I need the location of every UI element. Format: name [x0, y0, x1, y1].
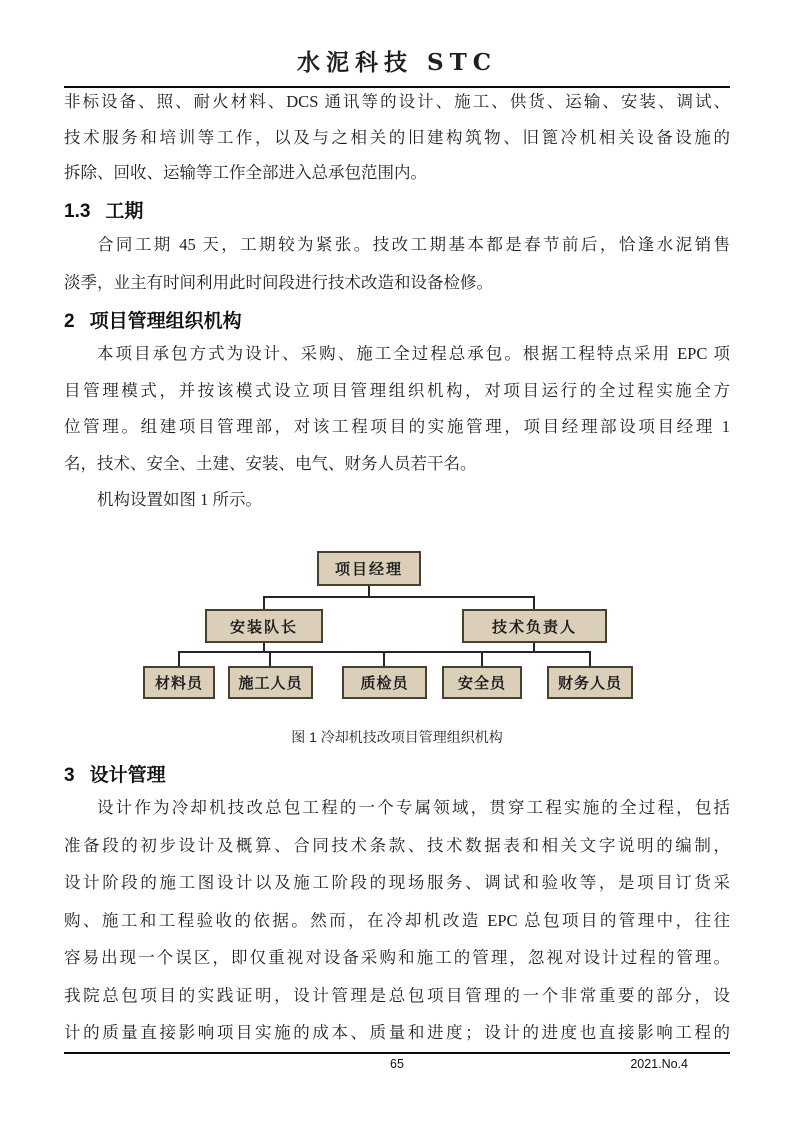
org-node-construction-staff: 施工人员 [228, 666, 313, 699]
paragraph-line: 技术服务和培训等工作，以及与之相关的旧建构筑物、旧篦冷机相关设备设施的 [64, 127, 730, 147]
org-node-quality-inspector: 质检员 [342, 666, 427, 699]
section-heading-3 [64, 760, 730, 792]
paragraph-line: 设计作为冷却机技改总包工程的一个专属领域，贯穿工程实施的全过程，包括 [97, 798, 730, 817]
intro-paragraph [64, 84, 730, 191]
connector-level2-drop-right [533, 596, 535, 609]
journal-title: 水泥科技 STC [296, 49, 498, 76]
paragraph-line: 本项目承包方式为设计、采购、施工全过程总承包。根据工程特点采用 EPC 项 [97, 344, 730, 363]
section-heading-2 [64, 306, 730, 338]
org-chart [64, 548, 730, 706]
connector-level3-feed-right [533, 643, 535, 651]
figure-caption: 图 1 冷却机技改项目管理组织机构 [291, 729, 503, 745]
paragraph-line: 购、施工和工程验收的依据。然而，在冷却机改造 EPC 总包项目的管理中，往往 [64, 910, 730, 930]
paragraph-line: 名，技术、安全、土建、安装、电气、财务人员若干名。 [64, 453, 477, 473]
paragraph-line: 位管理。组建项目管理部，对该工程项目的实施管理，项目经理部设项目经理 1 [64, 417, 730, 436]
section-3-paragraph [64, 789, 730, 1052]
connector-level2-drop-left [263, 596, 265, 609]
section-number: 3 [64, 765, 75, 786]
section-2-paragraph [64, 336, 730, 519]
footer-rule [64, 1052, 730, 1054]
org-node-installation-leader: 安装队长 [205, 609, 323, 643]
connector-level3-feed-left [263, 643, 265, 651]
section-number: 2 [64, 311, 75, 332]
connector-drop-safety [481, 651, 483, 666]
paragraph-line: 容易出现一个误区，即仅重视对设备采购和施工的管理，忽视对设计过程的管理。 [64, 948, 730, 967]
org-node-technical-director: 技术负责人 [462, 609, 607, 643]
org-node-finance-staff: 财务人员 [547, 666, 633, 699]
connector-level2-rail [263, 596, 535, 598]
connector-drop-materials [178, 651, 180, 666]
paragraph-line: 淡季，业主有时间利用此时间段进行技术改造和设备检修。 [64, 272, 493, 292]
issue-number: 2021.No.4 [630, 1057, 688, 1071]
paragraph-line: 拆除、回收、运输等工作全部进入总承包范围内。 [64, 163, 427, 182]
paragraph-line: 我院总包项目的实践证明，设计管理是总包项目管理的一个非常重要的部分，设 [64, 985, 730, 1005]
section-heading-1-3 [64, 198, 730, 226]
section-title: 项目管理组织机构 [89, 311, 242, 332]
connector-root-drop [368, 586, 370, 596]
paragraph-line: 合同工期 45 天，工期较为紧张。技改工期基本都是春节前后，恰逢水泥销售 [97, 235, 730, 254]
page-number: 65 [390, 1057, 404, 1071]
org-node-safety-officer: 安全员 [442, 666, 522, 699]
paragraph-line: 机构设置如图 1 所示。 [97, 490, 262, 509]
paragraph-line: 目管理模式，并按该模式设立项目管理组织机构，对项目运行的全过程实施全方 [64, 380, 730, 400]
paragraph-line: 计的质量直接影响项目实施的成本、质量和进度；设计的进度也直接影响工程的 [64, 1023, 730, 1042]
paragraph-line: 非标设备、照、耐火材料、DCS 通讯等的设计、施工、供货、运输、安装、调试、 [64, 92, 730, 111]
section-number: 1.3 [64, 201, 91, 222]
connector-drop-quality [383, 651, 385, 666]
org-node-materials-clerk: 材料员 [143, 666, 215, 699]
connector-drop-construction [269, 651, 271, 666]
paragraph-line: 设计阶段的施工图设计以及施工阶段的现场服务、调试和验收等，是项目订货采 [64, 873, 730, 892]
section-1-3-paragraph [64, 226, 730, 301]
section-title: 设计管理 [89, 765, 166, 786]
connector-drop-finance [589, 651, 591, 666]
section-title: 工期 [105, 201, 144, 222]
paragraph-line: 准备段的初步设计及概算、合同技术条款、技术数据表和相关文字说明的编制， [64, 835, 730, 855]
org-node-project-manager: 项目经理 [317, 551, 421, 586]
